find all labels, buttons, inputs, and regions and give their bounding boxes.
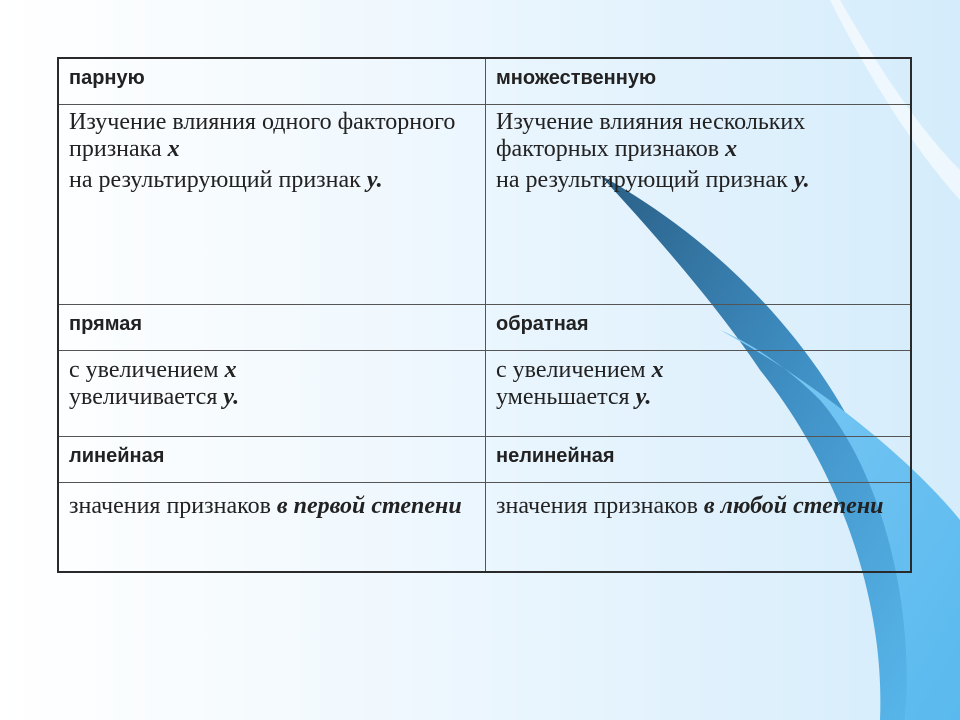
cell-text: уменьшается [496, 384, 636, 411]
body-cell-paired [58, 104, 486, 304]
table-row [58, 351, 911, 437]
cell-text: Изучение влияния нескольких факторных признаков [496, 108, 806, 162]
variable-y: y. [223, 384, 240, 411]
body-cell-multiple [486, 104, 912, 304]
header-cell-multiple: множественную [486, 58, 912, 104]
variable-y: y. [793, 166, 810, 193]
variable-x: x [651, 357, 664, 384]
variable-x: x [725, 135, 738, 162]
cell-text: увеличивается [69, 384, 224, 411]
variable-x: x [224, 357, 237, 384]
header-cell-inverse: обратная [486, 305, 912, 351]
body-cell-direct [58, 351, 486, 437]
table-row [58, 104, 911, 304]
cell-text: с увеличением [496, 357, 652, 384]
header-cell-nonlinear: нелинейная [486, 437, 912, 483]
cell-text: на результирующий признак [496, 166, 794, 193]
cell-text: значения признаков [69, 493, 277, 520]
emphasis-text: в первой степени [276, 493, 462, 520]
header-cell-linear: линейная [58, 437, 486, 483]
table-row [58, 437, 911, 483]
cell-text: значения признаков [496, 493, 704, 520]
cell-text: Изучение влияния одного факторного признака [69, 108, 456, 162]
body-cell-nonlinear [486, 483, 912, 572]
comparison-table [57, 57, 912, 573]
variable-y: y. [366, 166, 383, 193]
header-cell-direct: прямая [58, 305, 486, 351]
table-row [58, 483, 911, 572]
cell-text: на результирующий признак [69, 166, 367, 193]
emphasis-text: в любой степени [703, 493, 884, 520]
body-cell-inverse [486, 351, 912, 437]
cell-text: с увеличением [69, 357, 225, 384]
body-cell-linear [58, 483, 486, 572]
table-row [58, 58, 911, 104]
table-row [58, 305, 911, 351]
header-cell-paired: парную [58, 58, 486, 104]
variable-x: x [167, 135, 180, 162]
variable-y: y. [635, 384, 652, 411]
